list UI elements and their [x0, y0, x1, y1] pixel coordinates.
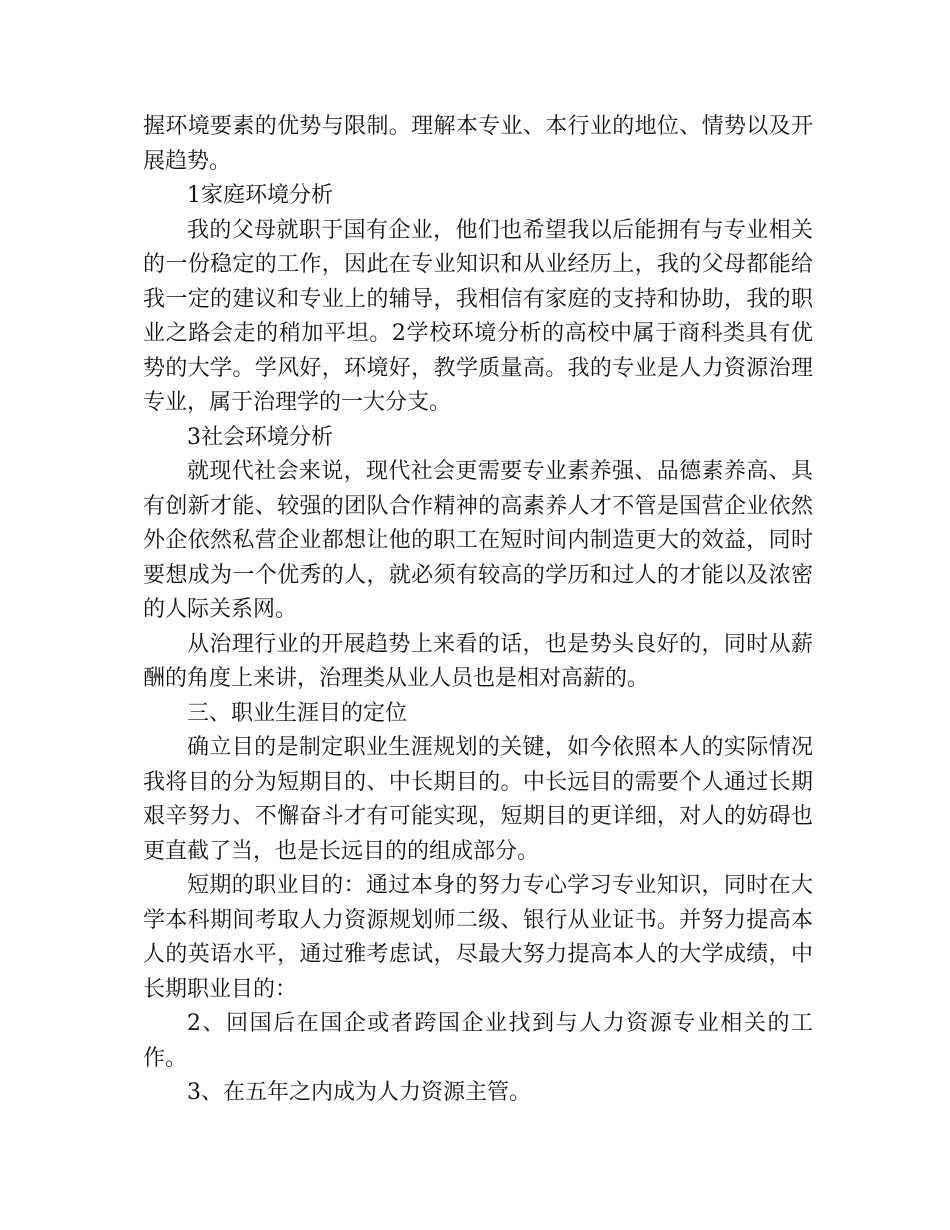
heading-social-environment: 3社会环境分析	[187, 424, 333, 450]
paragraph-family-school: 我的父母就职于国有企业，他们也希望我以后能拥有与专业相关的一份稳定的工作，因此在专业知识和从业经历上，我的父母都能给我一定的建议和专业上的辅导，我相信有家庭的支持和协助，我的职业之路会走的稍加平坦。2学校环境分析的高校中属于商科类具有优势的大学。学风好，环境好，教学质量高。我的专业是人力资源治理专业，属于治理学的一大分支。	[143, 217, 813, 415]
heading-family-environment: 1家庭环境分析	[187, 183, 333, 208]
document-body	[143, 110, 813, 1111]
paragraph-industry-trend: 从治理行业的开展趋势上来看的话，也是势头良好的，同时从薪酬的角度上来讲，治理类从业人员也是相对高薪的。	[143, 631, 813, 691]
heading-career-goals: 三、职业生涯目的定位	[187, 700, 408, 726]
paragraph-short-term-goals: 短期的职业目的：通过本身的努力专心学习专业知识，同时在大学本科期间考取人力资源规划师二级、银行从业证书。并努力提高本人的英语水平，通过雅考虑试，尽最大努力提高本人的大学成绩，中长期职业目的：	[143, 873, 813, 1002]
paragraph-social: 就现代社会来说，现代社会更需要专业素养强、品德素养高、具有创新才能、较强的团队合作精神的高素养人才不管是国营企业依然外企依然私营企业都想让他的职工在短时间内制造更大的效益，同时要想成为一个优秀的人，就必须有较高的学历和过人的才能以及浓密的人际关系网。	[143, 459, 813, 622]
list-item-goal-2: 2、回国后在国企或者跨国企业找到与人力资源专业相关的工作。	[143, 1011, 813, 1071]
list-item-goal-3: 3、在五年之内成为人力资源主管。	[187, 1080, 531, 1105]
paragraph-goal-setting: 确立目的是制定职业生涯规划的关键，如今依照本人的实际情况我将目的分为短期目的、中长期目的。中长远目的需要个人通过长期艰辛努力、不懈奋斗才有可能实现，短期目的更详细，对人的妨碍也更直截了当，也是长远目的的组成部分。	[143, 735, 813, 864]
paragraph-continuation: 握环境要素的优势与限制。理解本专业、本行业的地位、情势以及开展趋势。	[143, 114, 813, 174]
